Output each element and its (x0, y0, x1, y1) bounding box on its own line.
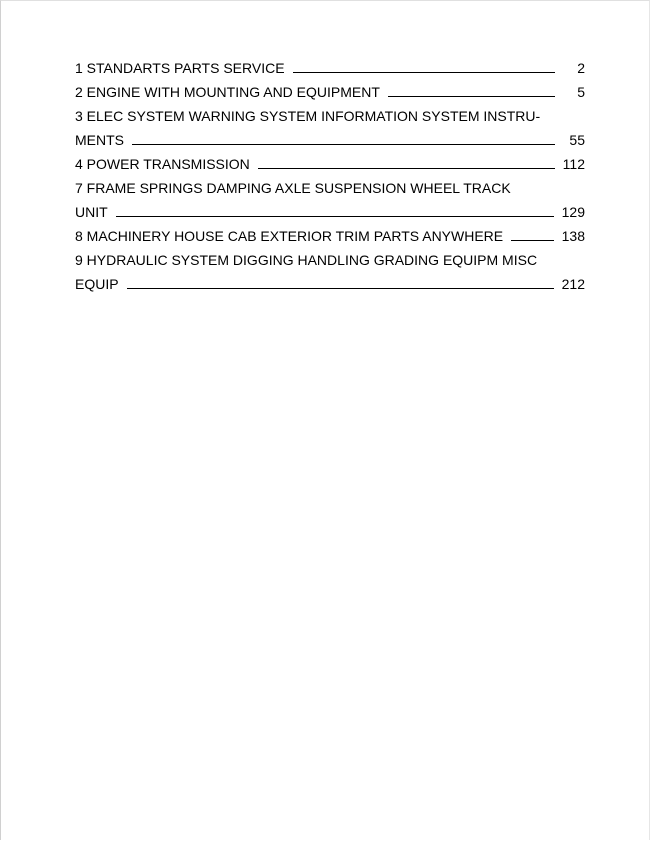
toc-page-number: 55 (569, 132, 585, 148)
toc-leader-line (132, 130, 555, 145)
toc-entry-hydraulic-system-line-1[interactable] (75, 250, 585, 274)
toc-page-number: 129 (561, 204, 585, 220)
toc-entry-frame-springs-line-2[interactable] (75, 202, 585, 226)
toc-page-number: 2 (577, 60, 585, 76)
toc-entry-title: 9 HYDRAULIC SYSTEM DIGGING HANDLING GRADING EQUIPM MISC (75, 252, 538, 268)
toc-leader-line (116, 202, 554, 217)
toc-entry-title-continued: UNIT (75, 204, 108, 220)
toc-leader-line (511, 226, 554, 241)
toc-entry-machinery-house[interactable] (75, 226, 585, 250)
toc-entry-title: 4 POWER TRANSMISSION (75, 156, 250, 172)
toc-page-number: 112 (562, 156, 585, 172)
toc-entry-elec-system-line-2[interactable] (75, 130, 585, 154)
toc-entry-engine[interactable] (75, 82, 585, 106)
toc-entry-hydraulic-system-line-2[interactable] (75, 274, 585, 298)
toc-entry-title: 7 FRAME SPRINGS DAMPING AXLE SUSPENSION WHEEL TRACK (75, 180, 511, 196)
toc-entry-title-continued: EQUIP (75, 276, 119, 292)
toc-entry-standarts-parts-service[interactable] (75, 58, 585, 82)
toc-page-number: 138 (561, 228, 585, 244)
toc-entry-frame-springs-line-1[interactable] (75, 178, 585, 202)
toc-entry-title-continued: MENTS (75, 132, 124, 148)
toc-entry-title: 3 ELEC SYSTEM WARNING SYSTEM INFORMATION SYSTEM INSTRU- (75, 108, 541, 124)
toc-leader-line (293, 58, 555, 73)
toc-leader-line (127, 274, 554, 289)
toc-leader-line (388, 82, 555, 97)
toc-entry-power-transmission[interactable] (75, 154, 585, 178)
toc-entry-elec-system-line-1[interactable] (75, 106, 585, 130)
toc-page-number: 212 (561, 276, 585, 292)
toc-entry-title: 2 ENGINE WITH MOUNTING AND EQUIPMENT (75, 84, 380, 100)
toc-leader-line (258, 154, 555, 169)
toc-page-number: 5 (577, 84, 585, 100)
toc-entry-title: 8 MACHINERY HOUSE CAB EXTERIOR TRIM PARTS ANYWHERE (75, 228, 504, 244)
toc-entry-title: 1 STANDARTS PARTS SERVICE (75, 60, 285, 76)
table-of-contents (75, 58, 585, 298)
